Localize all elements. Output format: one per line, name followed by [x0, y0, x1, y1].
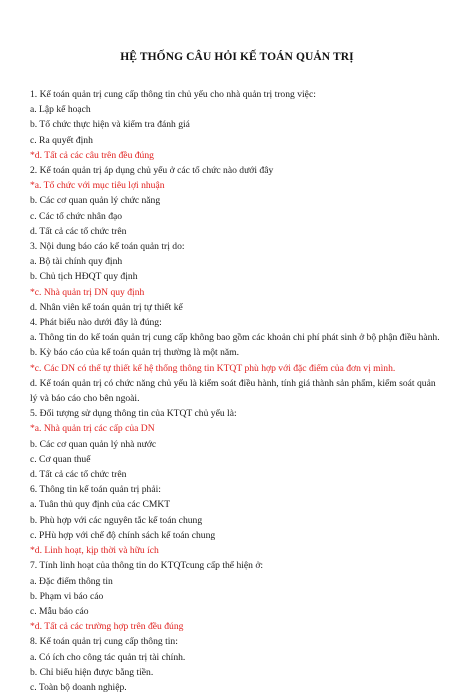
text-line: d. Tất cả các tổ chức trên [30, 469, 127, 481]
text-line: c. Ra quyết định [30, 134, 93, 146]
answer-line-highlighted: *a. Tổ chức với mục tiêu lợi nhuận [30, 180, 165, 192]
text-line: d. Nhân viên kế toán quản trị tự thiết kế [30, 301, 183, 313]
text-line: c. Mẫu báo cáo [30, 605, 89, 617]
document-title: HỆ THỐNG CÂU HỎI KẾ TOÁN QUẢN TRỊ [120, 51, 354, 63]
text-line: b. Phù hợp với các nguyên tắc kế toán chung [30, 514, 203, 526]
text-line: b. Kỳ báo cáo của kế toán quản trị thường là một năm. [30, 347, 240, 359]
text-line: b. Chủ tịch HĐQT quy định [30, 271, 138, 283]
text-line: c. Cơ quan thuế [30, 453, 91, 465]
answer-line-highlighted: *c. Các DN có thể tự thiết kế hệ thống thông tin KTQT phù hợp với đặc điểm của đơn vị mình. [30, 362, 396, 374]
text-line: b. Các cơ quan quản lý chức năng [30, 195, 161, 207]
text-line: 1. Kế toán quản trị cung cấp thông tin chủ yếu cho nhà quản trị trong việc: [30, 89, 316, 100]
text-line: a. Tuân thủ quy định của các CMKT [30, 499, 171, 511]
text-line: b. Các cơ quan quản lý nhà nước [30, 438, 157, 450]
text-line: a. Lập kế hoạch [30, 104, 91, 116]
answer-line-highlighted: *c. Nhà quản trị DN quy định [30, 286, 145, 298]
text-line: 8. Kế toán quản trị cung cấp thông tin: [30, 636, 178, 648]
text-line: a. Đặc điểm thông tin [30, 575, 113, 587]
text-line: 2. Kế toán quản trị áp dụng chủ yếu ở các tổ chức nào dưới đây [30, 165, 274, 177]
answer-line-highlighted: *d. Tất cả các trường hợp trên đều đúng [30, 621, 184, 633]
text-line: 3. Nội dung báo cáo kế toán quản trị do: [30, 241, 185, 253]
question-list [30, 87, 444, 695]
text-line: b. Tổ chức thực hiện và kiểm tra đánh giá [30, 119, 190, 131]
text-line: 4. Phát biểu nào dưới đây là đúng: [30, 317, 162, 329]
answer-line-highlighted: *d. Linh hoạt, kịp thời và hữu ích [30, 545, 159, 557]
text-line: a. Thông tin do kế toán quản trị cung cấp không bao gồm các khoản chi phí phát sinh ở bộ phận điều hành. [30, 332, 440, 344]
text-line: c. Toàn bộ doanh nghiệp. [30, 681, 127, 693]
text-line: a. Có ích cho công tác quản trị tài chính. [30, 651, 186, 663]
text-line: 6. Thông tin kế toán quản trị phải: [30, 484, 161, 496]
text-line: c. Các tổ chức nhân đạo [30, 210, 123, 222]
answer-line-highlighted: *d. Tất cả các câu trên đều đúng [30, 149, 154, 161]
text-line: b. Chỉ biểu hiện được bằng tiền. [30, 666, 154, 678]
text-line: 7. Tính linh hoạt của thông tin do KTQTcung cấp thể hiện ở: [30, 560, 264, 572]
text-line: 5. Đối tượng sử dụng thông tin của KTQT chủ yếu là: [30, 408, 237, 420]
text-line: b. Phạm vi báo cáo [30, 590, 104, 602]
text-line: c. PHù hợp với chế độ chính sách kế toán chung [30, 529, 216, 541]
text-line: d. Tất cả các tổ chức trên [30, 225, 127, 237]
text-line: a. Bộ tài chính quy định [30, 256, 123, 268]
answer-line-highlighted: *a. Nhà quản trị các cấp của DN [30, 423, 155, 435]
text-line: d. Kế toán quản trị có chức năng chủ yếu là kiểm soát điều hành, tính giá thành sản phẩm, kiểm soát quản lý và báo cáo cho bên ngoài. [30, 377, 436, 405]
